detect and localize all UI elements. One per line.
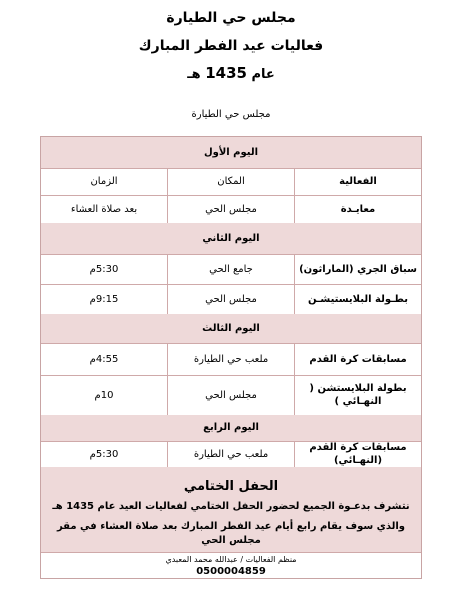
event-cell: معايـدة bbox=[294, 195, 421, 223]
table-row bbox=[41, 343, 421, 376]
invitation-line-1: نتشرف بدعـوة الجميع لحضور الحفل الختامي لفعاليات العيد عام 1435 هـ bbox=[52, 501, 410, 512]
column-header-time: الزمان bbox=[90, 176, 118, 187]
event-cell: سباق الجري (الماراثون) bbox=[294, 254, 421, 284]
phone-number: 0500004859 bbox=[196, 566, 266, 577]
column-header-event: الفعالية bbox=[294, 168, 421, 195]
year-prefix: عام bbox=[251, 67, 275, 82]
place-cell: جامع الحي bbox=[167, 254, 294, 284]
table-row bbox=[41, 284, 421, 315]
year-number: 1435 bbox=[205, 64, 247, 82]
place-cell: ملعب حي الطيارة bbox=[167, 441, 294, 467]
place-cell: مجلس الحي bbox=[167, 284, 294, 314]
day-header: اليوم الثالث bbox=[41, 314, 421, 344]
schedule-table bbox=[40, 136, 422, 579]
table-row bbox=[41, 195, 421, 224]
event-cell: بطولة البلايستشن ( النهـائي ) bbox=[294, 375, 421, 415]
year-line bbox=[0, 64, 462, 82]
footer bbox=[41, 555, 421, 577]
column-header-row bbox=[41, 168, 421, 196]
table-row bbox=[41, 441, 421, 468]
time-cell: 4:55م bbox=[89, 353, 119, 365]
column-header-place: المكان bbox=[167, 168, 294, 195]
page-title: مجلس حي الطيارة bbox=[166, 10, 296, 26]
event-cell: بطـولة البلايستيشـن bbox=[294, 284, 421, 314]
event-cell: مسابقات كرة القدم (النهـائي) bbox=[294, 441, 421, 467]
page-subtitle: فعاليات عيد الفطر المبارك bbox=[138, 38, 324, 54]
time-cell: 10م bbox=[94, 389, 114, 401]
organizer-name: منظم الفعاليات / عبدالله محمد المعبدي bbox=[165, 555, 297, 564]
place-cell: مجلس الحي bbox=[167, 375, 294, 415]
day-header: اليوم الأول bbox=[41, 137, 421, 169]
year-suffix: هـ bbox=[187, 67, 201, 82]
day-header: اليوم الرابع bbox=[41, 415, 421, 442]
closing-ceremony-title: الحفل الختامي bbox=[183, 479, 279, 494]
place-cell: مجلس الحي bbox=[167, 195, 294, 223]
time-cell: 5:30م bbox=[89, 448, 119, 460]
time-cell: 9:15م bbox=[89, 293, 119, 305]
time-cell: بعد صلاة العشاء bbox=[70, 203, 138, 215]
closing-ceremony-section bbox=[41, 467, 421, 553]
organization-name: مجلس حي الطيارة bbox=[191, 109, 271, 120]
day-header: اليوم الثاني bbox=[41, 223, 421, 255]
table-row bbox=[41, 254, 421, 285]
event-cell: مسابقات كرة القدم bbox=[294, 343, 421, 375]
time-cell: 5:30م bbox=[89, 263, 119, 275]
invitation-line-2: والذي سوف يقام رابع أيام عيد الفطر المبارك بعد صلاة العشاء في مقر مجلس الحي bbox=[56, 521, 406, 546]
table-row bbox=[41, 375, 421, 416]
place-cell: ملعب حي الطيارة bbox=[167, 343, 294, 375]
